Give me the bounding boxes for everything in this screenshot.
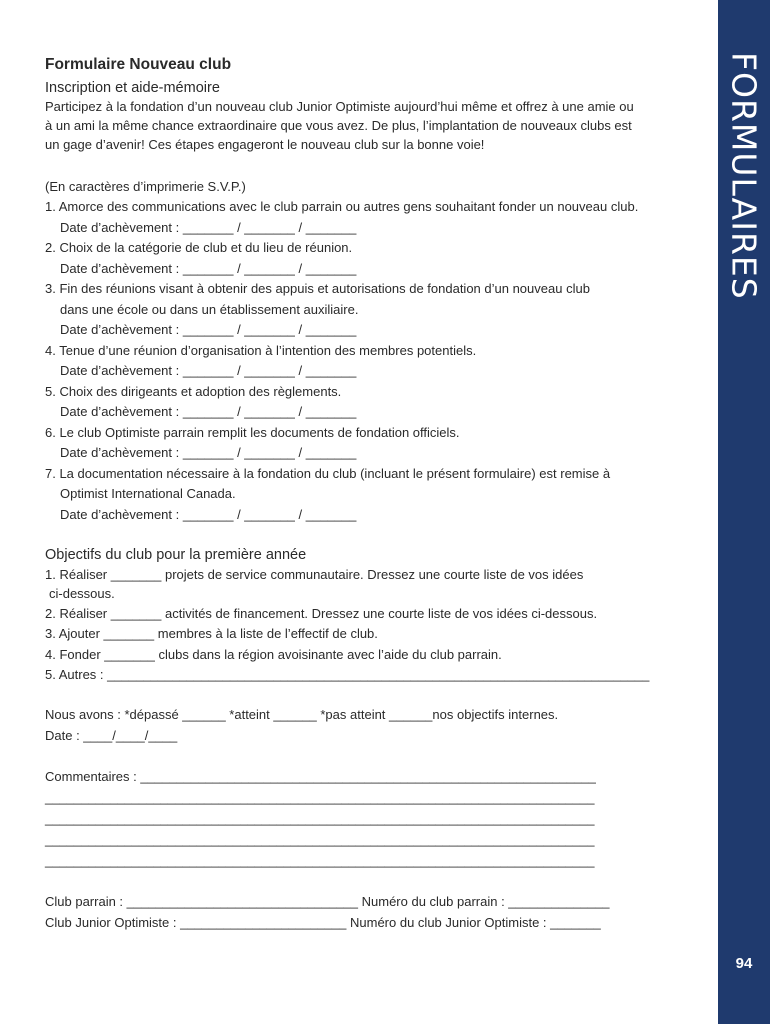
completion-date-field[interactable]: Date d’achèvement : _______ / _______ / _______: [60, 404, 357, 419]
step-text: 7. La documentation nécessaire à la fondation du club (incluant le présent formulaire) est remise à: [45, 465, 611, 481]
step-text-continued: Optimist International Canada.: [60, 486, 236, 501]
side-title: FORMULAIRES: [724, 52, 764, 300]
status-date-field[interactable]: Date : ____/____/____: [45, 727, 178, 743]
goal-item[interactable]: [45, 624, 665, 645]
club-info-block: [45, 891, 665, 933]
goals-title: Objectifs du club pour la première année: [45, 547, 307, 563]
club-junior-field[interactable]: Club Junior Optimiste : _______________________ Numéro du club Junior Optimiste : _______: [45, 914, 601, 930]
status-block: [45, 704, 665, 746]
goal-item[interactable]: [45, 565, 665, 602]
form-subtitle: Inscription et aide-mémoire: [45, 80, 220, 96]
goal-text: 3. Ajouter _______ membres à la liste de l’effectif de club.: [45, 626, 378, 641]
comments-line[interactable]: ____________________________________________________________________________: [45, 852, 595, 868]
intro-line: Participez à la fondation d’un nouveau club Junior Optimiste aujourd’hui même et offrez à une amie ou: [45, 99, 634, 114]
goal-item[interactable]: [45, 665, 665, 686]
step-text: 4. Tenue d’une réunion d’organisation à l’intention des membres potentiels.: [45, 342, 477, 358]
step-text: 5. Choix des dirigeants et adoption des règlements.: [45, 383, 342, 399]
comments-line[interactable]: Commentaires : _______________________________________________________________: [45, 768, 596, 784]
step-item: [45, 238, 665, 279]
step-item: [45, 341, 665, 382]
step-item: [45, 279, 665, 341]
step-text-continued: dans une école ou dans un établissement auxiliaire.: [60, 301, 359, 317]
form-content: [45, 56, 665, 933]
steps-list: [45, 197, 665, 525]
goal-text: 2. Réaliser _______ activités de financement. Dressez une courte liste de vos idées ci-dessous.: [45, 605, 598, 621]
step-text: 1. Amorce des communications avec le club parrain ou autres gens souhaitant fonder un nouveau club.: [45, 199, 639, 214]
comments-block: [45, 766, 665, 871]
completion-date-field[interactable]: Date d’achèvement : _______ / _______ / _______: [60, 445, 357, 460]
step-item: [45, 423, 665, 464]
goal-text: 5. Autres : ___________________________________________________________________________: [45, 667, 650, 682]
completion-date-field[interactable]: Date d’achèvement : _______ / _______ / _______: [60, 506, 357, 522]
page-number: 94: [735, 955, 753, 972]
status-line[interactable]: Nous avons : *dépassé ______ *atteint ______ *pas atteint ______nos objectifs internes.: [45, 706, 559, 722]
comments-line[interactable]: ____________________________________________________________________________: [45, 789, 595, 805]
form-title: Formulaire Nouveau club: [45, 56, 232, 73]
completion-date-field[interactable]: Date d’achèvement : _______ / _______ / _______: [60, 260, 357, 276]
comments-line[interactable]: ____________________________________________________________________________: [45, 831, 595, 847]
completion-date-field[interactable]: Date d’achèvement : _______ / _______ / _______: [60, 363, 357, 378]
club-parrain-field[interactable]: Club parrain : ________________________________ Numéro du club parrain : ______________: [45, 893, 610, 909]
step-item: [45, 382, 665, 423]
step-text: 2. Choix de la catégorie de club et du lieu de réunion.: [45, 240, 353, 255]
goal-text: 4. Fonder _______ clubs dans la région avoisinante avec l’aide du club parrain.: [45, 646, 502, 662]
step-item: [45, 197, 665, 238]
step-text: 3. Fin des réunions visant à obtenir des appuis et autorisations de fondation d’un nouveau club: [45, 281, 590, 296]
intro-paragraph: [45, 97, 665, 154]
goal-text: 1. Réaliser _______ projets de service communautaire. Dressez une courte liste de vos idées: [45, 567, 584, 582]
goal-item[interactable]: [45, 645, 665, 666]
goal-item[interactable]: [45, 604, 665, 625]
print-note: (En caractères d’imprimerie S.V.P.): [45, 179, 246, 194]
completion-date-field[interactable]: Date d’achèvement : _______ / _______ / _______: [60, 219, 357, 235]
step-item: [45, 464, 665, 526]
comments-line[interactable]: ____________________________________________________________________________: [45, 810, 595, 826]
intro-line: à un ami la même chance extraordinaire que vous avez. De plus, l’implantation de nouveaux clubs est: [45, 118, 632, 133]
completion-date-field[interactable]: Date d’achèvement : _______ / _______ / _______: [60, 322, 357, 337]
goals-list: [45, 565, 665, 686]
step-text: 6. Le club Optimiste parrain remplit les documents de fondation officiels.: [45, 424, 460, 440]
intro-line: un gage d’avenir! Ces étapes engageront le nouveau club sur la bonne voie!: [45, 137, 485, 152]
goal-text-continued: ci-dessous.: [49, 585, 115, 601]
